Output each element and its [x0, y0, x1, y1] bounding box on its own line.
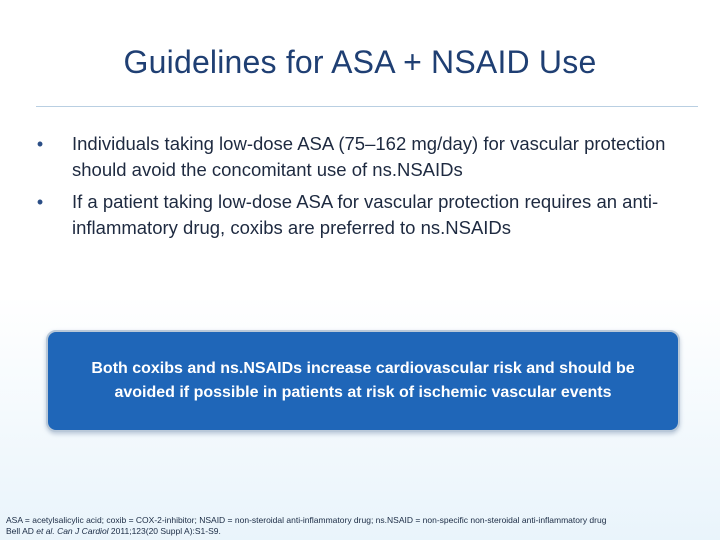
title-divider [36, 106, 698, 107]
bullet-dot-icon: • [36, 192, 44, 212]
bullet-dot-icon: • [36, 134, 44, 154]
bullet-list [30, 131, 690, 247]
citation-authors: Bell AD [6, 526, 37, 536]
citation-journal: Can J Cardiol [57, 526, 109, 536]
footnote-citation [6, 526, 716, 537]
bullet-item [30, 189, 690, 241]
callout-text: Both coxibs and ns.NSAIDs increase cardiovascular risk and should be avoided if possible in patients at risk of ischemic vascular events [91, 360, 635, 401]
footnote-abbreviations: ASA = acetylsalicylic acid; coxib = COX-2-inhibitor; NSAID = non-steroidal anti-inflammatory drug; ns.NSAID = non-specific non-steroidal anti-inflammatory drug [6, 515, 607, 525]
bullet-text: Individuals taking low-dose ASA (75–162 mg/day) for vascular protection should avoid the concomitant use of ns.NSAIDs [72, 133, 666, 180]
callout-box [46, 330, 680, 432]
slide-title: Guidelines for ASA + NSAID Use [123, 44, 597, 80]
citation-details: 2011;123(20 Suppl A):S1-S9. [108, 526, 221, 536]
bullet-item [30, 131, 690, 183]
footnote [6, 515, 716, 537]
citation-etal: et al. [36, 526, 55, 536]
bullet-text: If a patient taking low-dose ASA for vascular protection requires an anti-inflammatory drug, coxibs are preferred to ns.NSAIDs [72, 191, 659, 238]
